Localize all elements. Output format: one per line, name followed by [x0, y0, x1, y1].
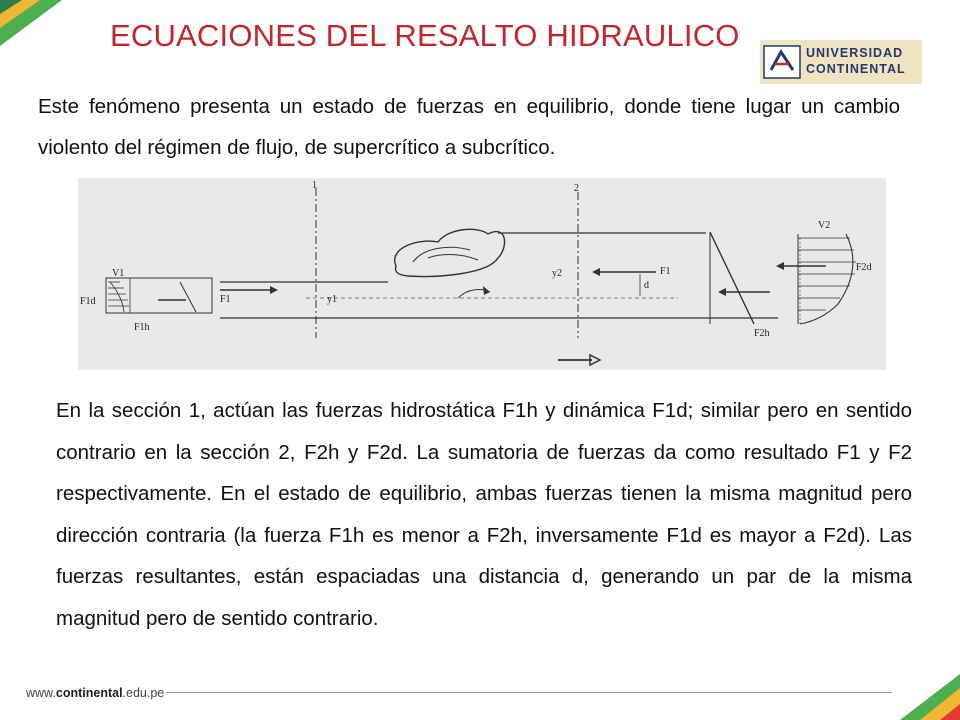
intro-paragraph: Este fenómeno presenta un estado de fuerzas en equilibrio, donde tiene lugar un cambio violento del régimen de flujo, de supercrítico a subcrítico.: [38, 95, 900, 159]
logo-emblem-icon: [763, 44, 801, 80]
logo-text-line-2: CONTINENTAL: [806, 62, 906, 76]
corner-decoration-bottom-right: [890, 670, 960, 720]
explanation-paragraph: En la sección 1, actúan las fuerzas hidrostática F1h y dinámica F1d; similar pero en sentido contrario en la sección 2, F2h y F2d. La sumatoria de fuerzas da como resultado F1 y F2 respectivamente. En el estado de equilibrio, ambas fuerzas tienen la misma magnitud pero dirección contraria (la fuerza F1h es menor a F2h, inversamente F1d es mayor a F2d). Las fuerzas resultantes, están espaciadas una distancia d, generando un par de la misma magnitud pero de sentido contrario.: [56, 399, 912, 630]
diagram-background: [78, 178, 886, 370]
y2-label: y2: [552, 268, 562, 279]
corner-decoration-top-left: [0, 0, 80, 60]
logo-text-line-1: UNIVERSIDAD: [806, 46, 904, 60]
footer-url-suffix: .edu.pe: [122, 686, 165, 700]
university-logo: [760, 40, 922, 84]
y1-label: y1: [327, 294, 337, 305]
footer-url[interactable]: [26, 686, 164, 700]
slide-title: ECUACIONES DEL RESALTO HIDRAULICO: [110, 18, 740, 53]
hydraulic-jump-diagram: [78, 178, 886, 370]
v1-label: V1: [112, 268, 125, 279]
f2h-label: F2h: [754, 328, 770, 339]
footer-url-prefix: www.: [26, 686, 56, 700]
f1h-label: F1h: [134, 322, 150, 333]
footer-url-brand: continental: [55, 686, 123, 700]
f1-left-label: F1: [220, 294, 231, 305]
section-2-label: 2: [574, 183, 579, 194]
f1d-label: F1d: [80, 296, 96, 307]
f2d-label: F2d: [856, 262, 872, 273]
f1-right-label: F1: [660, 266, 671, 277]
section-1-label: 1: [312, 180, 317, 191]
d-label: d: [644, 280, 649, 291]
v2-label: V2: [818, 220, 831, 231]
footer-divider: [166, 692, 892, 693]
